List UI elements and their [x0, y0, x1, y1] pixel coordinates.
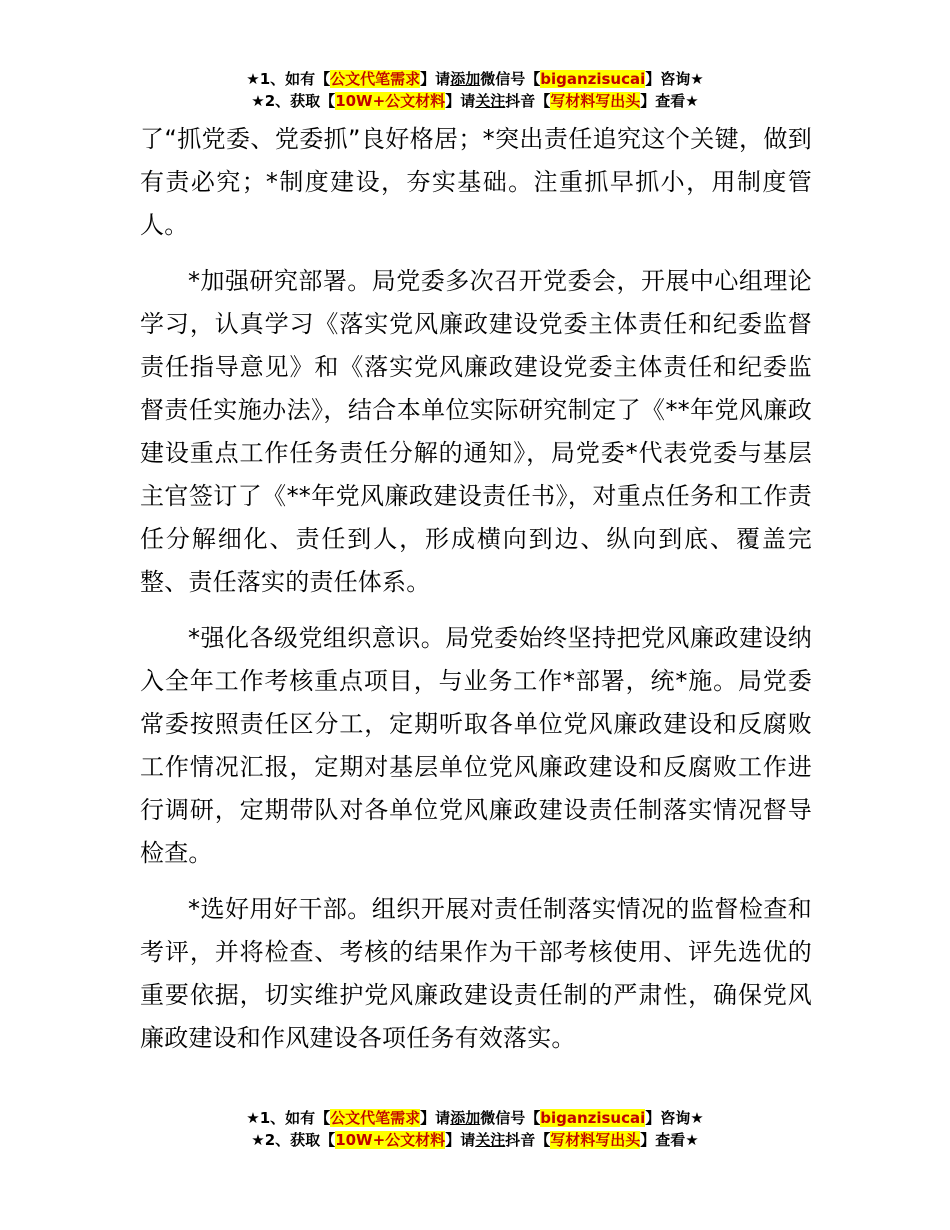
header-line-1-highlight-service: 公文代笔需求 — [330, 70, 421, 88]
header-line-1-emphasis: 添加 — [450, 70, 481, 88]
header-line-1-mid2: 微信号【 — [480, 70, 541, 88]
footer-line-1-highlight-wechat: biganzisucai — [540, 1109, 646, 1127]
footer-line-2-highlight-douyin: 写材料写出头 — [550, 1131, 641, 1149]
footer-line-2 — [0, 1129, 950, 1151]
header-line-1-mid: 】请 — [420, 70, 451, 88]
header-line-2-prefix: ★2、获取【 — [251, 92, 336, 110]
paragraph-continuation: 了“抓党委、党委抓”良好格居；*突出责任追究这个关键，做到有责必究；*制度建设，夯实基础。注重抓早抓小，用制度管人。 — [140, 125, 812, 239]
header-line-2-highlight-materials: 10W+公文材料 — [335, 92, 446, 110]
paragraph-cadre-selection: *选好用好干部。组织开展对责任制落实情况的监督检查和考评，并将检查、考核的结果作为干部考核使用、评先选优的重要依据，切实维护党风廉政建设责任制的严肃性，确保党风廉政建设和作风建设各项任务有效落实。 — [140, 895, 812, 1052]
header-line-1 — [0, 68, 950, 90]
footer-line-2-mid: 】请 — [445, 1131, 476, 1149]
footer-line-1-mid2: 微信号【 — [480, 1109, 541, 1127]
header-banner — [0, 68, 950, 112]
footer-line-2-mid2: 抖音【 — [505, 1131, 551, 1149]
header-line-2-mid: 】请 — [445, 92, 476, 110]
header-line-1-suffix: 】咨询★ — [645, 70, 704, 88]
header-line-2-emphasis: 关注 — [475, 92, 506, 110]
footer-line-2-prefix: ★2、获取【 — [251, 1131, 336, 1149]
header-line-1-prefix: ★1、如有【 — [246, 70, 331, 88]
footer-line-1-highlight-service: 公文代笔需求 — [330, 1109, 421, 1127]
footer-line-2-highlight-materials: 10W+公文材料 — [335, 1131, 446, 1149]
footer-line-1-emphasis: 添加 — [450, 1109, 481, 1127]
header-line-2 — [0, 90, 950, 112]
footer-line-1-suffix: 】咨询★ — [645, 1109, 704, 1127]
paragraph-research-deployment: *加强研究部署。局党委多次召开党委会，开展中心组理论学习，认真学习《落实党风廉政建设党委主体责任和纪委监督责任指导意见》和《落实党风廉政建设党委主体责任和纪委监督责任实施办法》，结合本单位实际研究制定了《**年党风廉政建设重点工作任务责任分解的通知》，局党委*代表党委与基层主官签订了《**年党风廉政建设责任书》，对重点任务和工作责任分解细化、责任到人，形成横向到边、纵向到底、覆盖完整、责任落实的责任体系。 — [140, 267, 812, 596]
header-line-2-mid2: 抖音【 — [505, 92, 551, 110]
footer-line-1-prefix: ★1、如有【 — [246, 1109, 331, 1127]
footer-line-2-suffix: 】查看★ — [640, 1131, 699, 1149]
header-line-2-highlight-douyin: 写材料写出头 — [550, 92, 641, 110]
header-line-1-highlight-wechat: biganzisucai — [540, 70, 646, 88]
footer-line-2-emphasis: 关注 — [475, 1131, 506, 1149]
document-body — [140, 118, 812, 1060]
paragraph-party-awareness: *强化各级党组织意识。局党委始终坚持把党风廉政建设纳入全年工作考核重点项目，与业务工作*部署，统*施。局党委常委按照责任区分工，定期听取各单位党风廉政建设和反腐败工作情况汇报，定期对基层单位党风廉政建设和反腐败工作进行调研，定期带队对各单位党风廉政建设责任制落实情况督导检查。 — [140, 624, 812, 867]
footer-banner — [0, 1107, 950, 1151]
header-line-2-suffix: 】查看★ — [640, 92, 699, 110]
footer-line-1-mid: 】请 — [420, 1109, 451, 1127]
footer-line-1 — [0, 1107, 950, 1129]
